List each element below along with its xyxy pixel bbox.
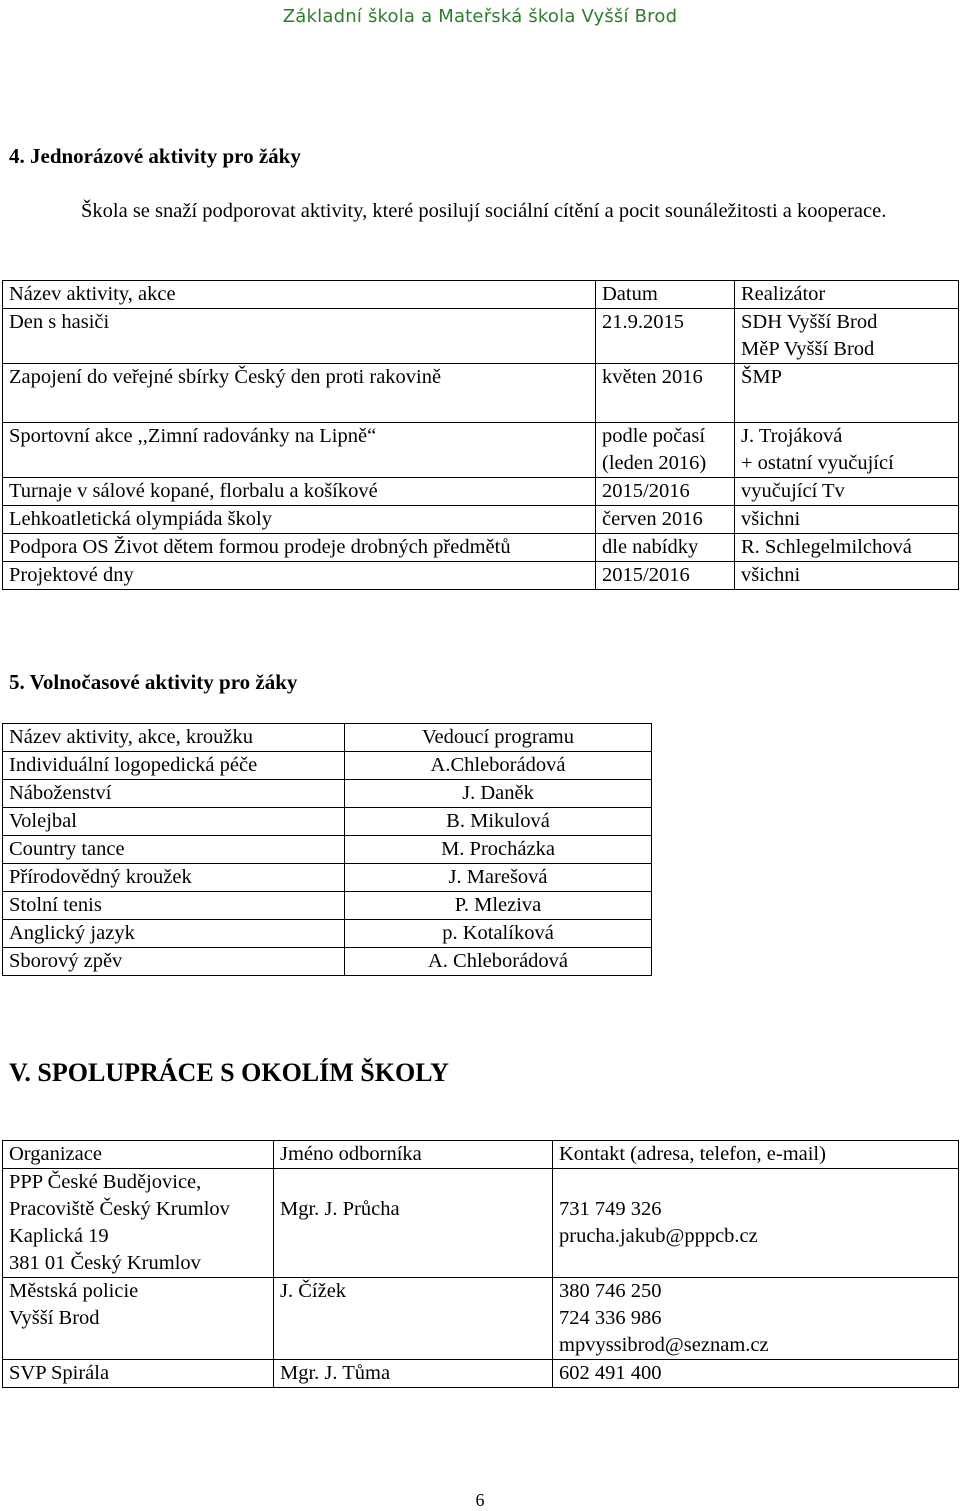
page-number: 6 [475,1490,485,1510]
expert-name: Mgr. J. Tůma [274,1360,553,1388]
table-row [3,1278,959,1360]
section-4-title: 4. Jednorázové aktivity pro žáky [9,144,301,168]
activity-organizer [735,506,959,534]
activity-organizer [735,478,959,506]
column-header: Název aktivity, akce, kroužku [3,724,345,752]
activity-organizer [735,534,959,562]
org-line: SVP Spirála [9,1362,110,1384]
activity-date [596,364,735,423]
leader-name: p. Kotalíková [345,920,652,948]
table-row [3,309,959,364]
organization [3,1360,274,1388]
expert-name: J. Čížek [274,1278,553,1360]
activity-date [596,506,735,534]
org-line: 381 01 Český Krumlov [9,1252,201,1274]
table-row [3,920,652,948]
activity-date [596,534,735,562]
organizer-line: MěP Vyšší Brod [741,338,875,360]
activity-name: Anglický jazyk [3,920,345,948]
leader-name: B. Mikulová [345,808,652,836]
leader-name: M. Procházka [345,836,652,864]
section-5-title: 5. Volnočasové aktivity pro žáky [9,670,298,694]
table-row [3,534,959,562]
column-header: Realizátor [735,281,959,309]
activity-name: Náboženství [3,780,345,808]
phone: 724 336 986 [559,1307,662,1329]
date-line: 21.9.2015 [602,311,684,333]
leisure-activities-table [2,723,652,976]
one-time-activities-table [2,280,959,590]
activity-date [596,423,735,478]
organizer-line: + ostatní vyučující [741,452,894,474]
section-V-title: V. SPOLUPRÁCE S OKOLÍM ŠKOLY [9,1058,449,1087]
activity-name: Stolní tenis [3,892,345,920]
date-line: dle nabídky [602,536,699,558]
leader-name: J. Marešová [345,864,652,892]
date-line: podle počasí [602,425,706,447]
email: prucha.jakub@pppcb.cz [559,1225,758,1247]
activity-organizer [735,309,959,364]
column-header: Vedoucí programu [345,724,652,752]
table-row [3,506,959,534]
organization [3,1278,274,1360]
phone: 731 749 326 [559,1198,662,1220]
table-row [3,562,959,590]
activity-name: Individuální logopedická péče [3,752,345,780]
organization [3,1169,274,1278]
table-header-row [3,724,652,752]
organizer-line: vyučující Tv [741,480,845,502]
activity-name: Projektové dny [3,562,596,590]
date-line: 2015/2016 [602,564,690,586]
activity-name: Zapojení do veřejné sbírky Český den proti rakovině [3,364,596,423]
activity-organizer [735,423,959,478]
table-row [3,836,652,864]
org-line: Kaplická 19 [9,1225,109,1247]
contact [553,1169,959,1278]
person-line: Mgr. J. Průcha [280,1198,400,1220]
section-4-intro: Škola se snaží podporovat aktivity, které posilují sociální cítění a pocit sounáležitosti a kooperace. [81,200,887,222]
table-row [3,1360,959,1388]
activity-date [596,478,735,506]
activity-name: Sportovní akce ,,Zimní radovánky na Lipně“ [3,423,596,478]
date-line: 2015/2016 [602,480,690,502]
table-row [3,423,959,478]
table-row [3,752,652,780]
activity-name: Sborový zpěv [3,948,345,976]
column-header: Organizace [3,1141,274,1169]
org-line: PPP České Budějovice, [9,1171,202,1193]
activity-date [596,562,735,590]
page-header: Základní škola a Mateřská škola Vyšší Brod [282,6,678,27]
organizer-line: všichni [741,508,801,530]
leader-name: P. Mleziva [345,892,652,920]
column-header: Název aktivity, akce [3,281,596,309]
leader-name: J. Daněk [345,780,652,808]
leader-name: A.Chleborádová [345,752,652,780]
org-line: Pracoviště Český Krumlov [9,1198,230,1220]
activity-name: Volejbal [3,808,345,836]
table-row [3,808,652,836]
table-row [3,780,652,808]
column-header: Datum [596,281,735,309]
contact [553,1360,959,1388]
activity-name: Podpora OS Život dětem formou prodeje drobných předmětů [3,534,596,562]
organizer-line: ŠMP [741,366,783,388]
organizer-line: J. Trojáková [741,425,843,447]
activity-name: Přírodovědný kroužek [3,864,345,892]
table-row [3,1169,959,1278]
activity-name: Lehkoatletická olympiáda školy [3,506,596,534]
date-line: (leden 2016) [602,452,707,474]
leader-name: A. Chleborádová [345,948,652,976]
date-line: květen 2016 [602,366,703,388]
table-row [3,948,652,976]
expert-name [274,1169,553,1278]
table-row [3,478,959,506]
column-header: Kontakt (adresa, telefon, e-mail) [553,1141,959,1169]
activity-name: Den s hasiči [3,309,596,364]
activity-organizer [735,364,959,423]
organizer-line: R. Schlegelmilchová [741,536,912,558]
column-header: Jméno odborníka [274,1141,553,1169]
org-line: Městská policie [9,1280,139,1302]
table-header-row [3,281,959,309]
contact [553,1278,959,1360]
org-line: Vyšší Brod [9,1307,100,1329]
activity-name: Country tance [3,836,345,864]
organizer-line: všichni [741,564,801,586]
phone: 380 746 250 [559,1280,662,1302]
phone: 602 491 400 [559,1362,662,1384]
table-row [3,364,959,423]
organizer-line: SDH Vyšší Brod [741,311,878,333]
activity-organizer [735,562,959,590]
table-header-row [3,1141,959,1169]
activity-name: Turnaje v sálové kopané, florbalu a košíkové [3,478,596,506]
cooperation-table [2,1140,959,1388]
table-row [3,864,652,892]
activity-date [596,309,735,364]
email: mpvyssibrod@seznam.cz [559,1334,769,1356]
table-row [3,892,652,920]
date-line: červen 2016 [602,508,703,530]
